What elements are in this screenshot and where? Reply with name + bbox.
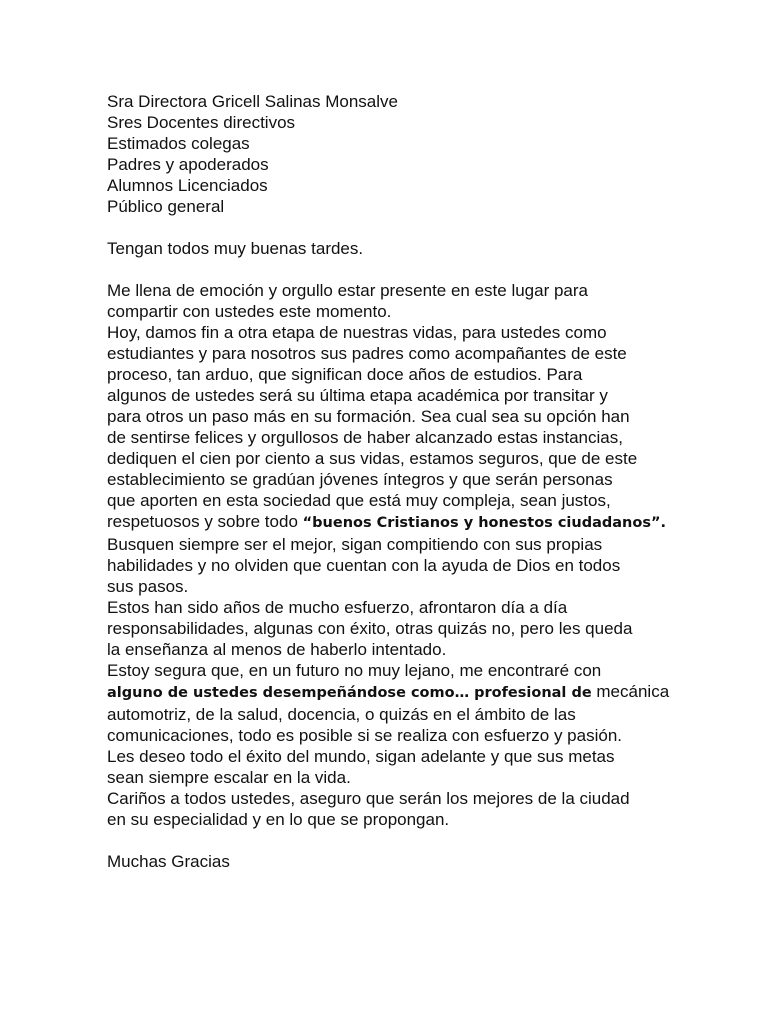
body-line-text: respetuosos y sobre todo xyxy=(107,512,303,531)
salutation-line: Público general xyxy=(107,197,225,216)
body-line: proceso, tan arduo, que significan doce años de estudios. Para xyxy=(107,365,583,384)
emphasized-phrase: alguno de ustedes desempeñándose como… profesional de xyxy=(107,685,592,701)
body-line: Les deseo todo el éxito del mundo, sigan adelante y que sus metas xyxy=(107,747,615,766)
body-line: compartir con ustedes este momento. xyxy=(107,302,392,321)
salutation-block xyxy=(107,91,667,217)
paragraph-gap xyxy=(107,259,667,280)
body-line: estudiantes y para nosotros sus padres como acompañantes de este xyxy=(107,344,627,363)
body-line: sean siempre escalar en la vida. xyxy=(107,768,351,787)
body-line: Estos han sido años de mucho esfuerzo, afrontaron día a día xyxy=(107,598,568,617)
salutation-line: Sres Docentes directivos xyxy=(107,113,296,132)
body-line: algunos de ustedes será su última etapa académica por transitar y xyxy=(107,386,608,405)
body-paragraph xyxy=(107,280,670,830)
emphasized-quote: “buenos Cristianos y honestos ciudadanos”. xyxy=(302,515,667,531)
body-line: de sentirse felices y orgullosos de haber alcanzado estas instancias, xyxy=(107,428,623,447)
closing-paragraph xyxy=(107,851,667,872)
body-line-text: mecánica xyxy=(591,682,670,701)
body-line: Hoy, damos fin a otra etapa de nuestras vidas, para ustedes como xyxy=(107,323,607,342)
body-line: para otros un paso más en su formación. Sea cual sea su opción han xyxy=(107,407,630,426)
body-line: habilidades y no olviden que cuentan con la ayuda de Dios en todos xyxy=(107,556,621,575)
body-line-mixed xyxy=(107,681,670,704)
body-line: automotriz, de la salud, docencia, o quizás en el ámbito de las xyxy=(107,705,576,724)
paragraph-gap xyxy=(107,217,667,238)
salutation-line: Estimados colegas xyxy=(107,134,250,153)
salutation-line: Sra Directora Gricell Salinas Monsalve xyxy=(107,92,398,111)
body-line-mixed xyxy=(107,511,667,534)
body-line: Estoy segura que, en un futuro no muy lejano, me encontraré con xyxy=(107,661,602,680)
body-line: la enseñanza al menos de haberlo intentado. xyxy=(107,640,447,659)
body-line: Me llena de emoción y orgullo estar presente en este lugar para xyxy=(107,281,589,300)
salutation-line: Alumnos Licenciados xyxy=(107,176,268,195)
body-line: responsabilidades, algunas con éxito, otras quizás no, pero les queda xyxy=(107,619,633,638)
closing-line: Muchas Gracias xyxy=(107,852,230,871)
salutation-line: Padres y apoderados xyxy=(107,155,269,174)
body-line: dediquen el cien por ciento a sus vidas, estamos seguros, que de este xyxy=(107,449,638,468)
speech-document xyxy=(107,91,670,872)
greeting-line: Tengan todos muy buenas tardes. xyxy=(107,239,364,258)
body-line: comunicaciones, todo es posible si se realiza con esfuerzo y pasión. xyxy=(107,726,623,745)
body-line: en su especialidad y en lo que se propongan. xyxy=(107,810,450,829)
body-line: que aporten en esta sociedad que está muy compleja, sean justos, xyxy=(107,491,611,510)
body-line: sus pasos. xyxy=(107,577,189,596)
body-line: Cariños a todos ustedes, aseguro que serán los mejores de la ciudad xyxy=(107,789,630,808)
paragraph-gap xyxy=(107,830,667,851)
body-line: establecimiento se gradúan jóvenes íntegros y que serán personas xyxy=(107,470,613,489)
greeting-paragraph xyxy=(107,238,667,259)
body-line: Busquen siempre ser el mejor, sigan compitiendo con sus propias xyxy=(107,535,603,554)
